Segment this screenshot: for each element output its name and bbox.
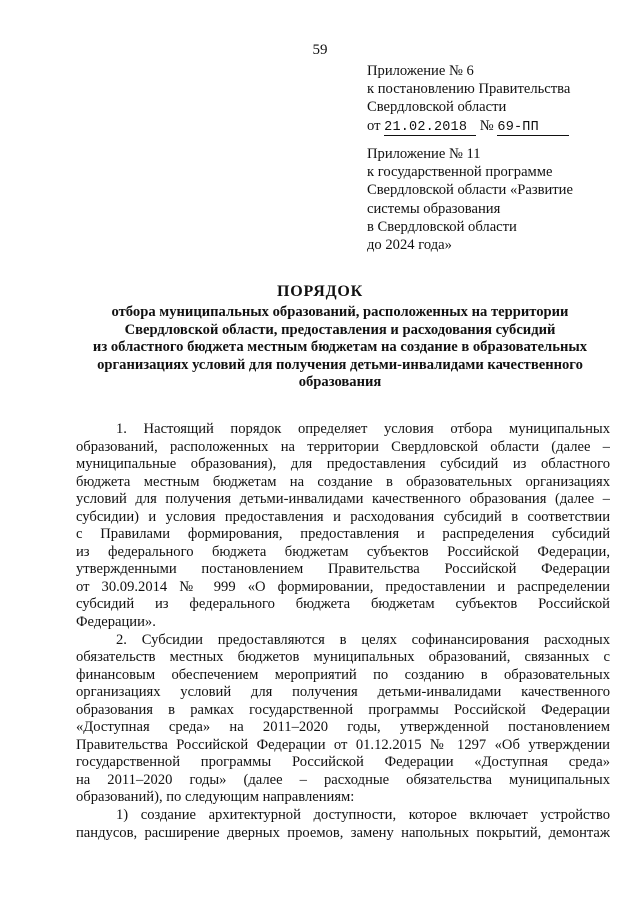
appendix-6-line: Свердловской области [367,99,507,116]
subtitle-line: отбора муниципальных образований, расположенных на территории [111,304,569,320]
body-line: «Доступная среда» на 2011–2020 годы, утвержденной постановлением [76,719,610,736]
appendix-11-line: Приложение № 11 [367,146,481,162]
appendix-6-line: Приложение № 6 [367,63,474,79]
body-line: образования в рамках государственной программы Российской Федерации [76,701,610,718]
body-line: 1. Настоящий порядок определяет условия отбора муниципальных [116,421,610,437]
body-line: обязательств местных бюджетов муниципальных образований, связанных с [76,649,610,666]
appendix-11-line: Свердловской области «Развитие [367,182,573,199]
appendix-11-line: к государственной программе [367,164,553,181]
ot-label: от [367,117,381,134]
document-title: ПОРЯДОК [276,283,364,300]
subtitle-line: Свердловской области, предоставления и расходования субсидий [124,321,556,338]
document-body [76,421,610,842]
appendix-11-line: системы образования [367,200,501,217]
appendix-11-block [367,145,573,254]
subtitle-line: организациях условий для получения детьми-инвалидами качественного [97,356,583,373]
body-line: 2. Субсидии предоставляются в целях софинансирования расходных [116,631,610,648]
body-line: бюджета местным бюджетам на создание в образовательных организациях [76,473,610,490]
body-line: условий для получения детьми-инвалидами качественного образования (далее – [76,491,610,508]
body-line: образований), по следующим направлениям: [76,789,355,806]
body-line: 1) создание архитектурной доступности, которое включает устройство [116,807,610,824]
body-line: субсидий из федерального бюджета бюджетам субъектов Российской [76,596,610,613]
body-line: Федерации». [76,614,156,631]
subtitle-line: образования [298,374,382,391]
body-line: от 30.09.2014 № 999 «О формировании, предоставлении и распределении [76,578,610,595]
body-line: субсидии) и условия предоставления и расходования субсидий в соответствии [76,508,610,525]
page-number: 59 [312,42,328,58]
appendix-6-block [367,62,570,136]
body-line: с Правилами формирования, предоставления и распределения субсидий [76,526,610,543]
body-line: утвержденными постановлением Правительства Российской Федерации [76,561,610,578]
body-line: муниципальные образования), для предоставления субсидий из областного [76,456,610,473]
body-line: образований, расположенных на территории Свердловской области (далее – [76,438,610,455]
decree-number: 69-ПП [497,120,569,136]
body-line: Правительства Российской Федерации от 01.12.2015 № 1297 «Об утверждении [76,736,610,753]
appendix-11-line: в Свердловской области [367,218,517,235]
appendix-11-line: до 2024 года» [367,237,452,254]
body-line: финансовым обеспечением мероприятий по созданию в образовательных [76,666,610,683]
decree-date: 21.02.2018 [384,120,476,136]
body-line: на 2011–2020 годы» (далее – расходные обязательства муниципальных [76,771,610,788]
body-line: из федерального бюджета бюджетам субъектов Российской Федерации, [76,543,610,560]
appendix-6-line: к постановлению Правительства [367,81,571,98]
body-line: организациях условий для получения детьми-инвалидами качественного [76,684,610,701]
number-label: № [479,117,494,134]
appendix-6-date-line [367,117,570,136]
body-line: пандусов, расширение дверных проемов, замену напольных покрытий, демонтаж [76,824,610,841]
document-subtitle [90,304,590,392]
subtitle-line: из областного бюджета местным бюджетам на создание в образовательных [92,339,588,356]
body-line: государственной программы Российской Федерации «Доступная среда» [76,754,610,771]
